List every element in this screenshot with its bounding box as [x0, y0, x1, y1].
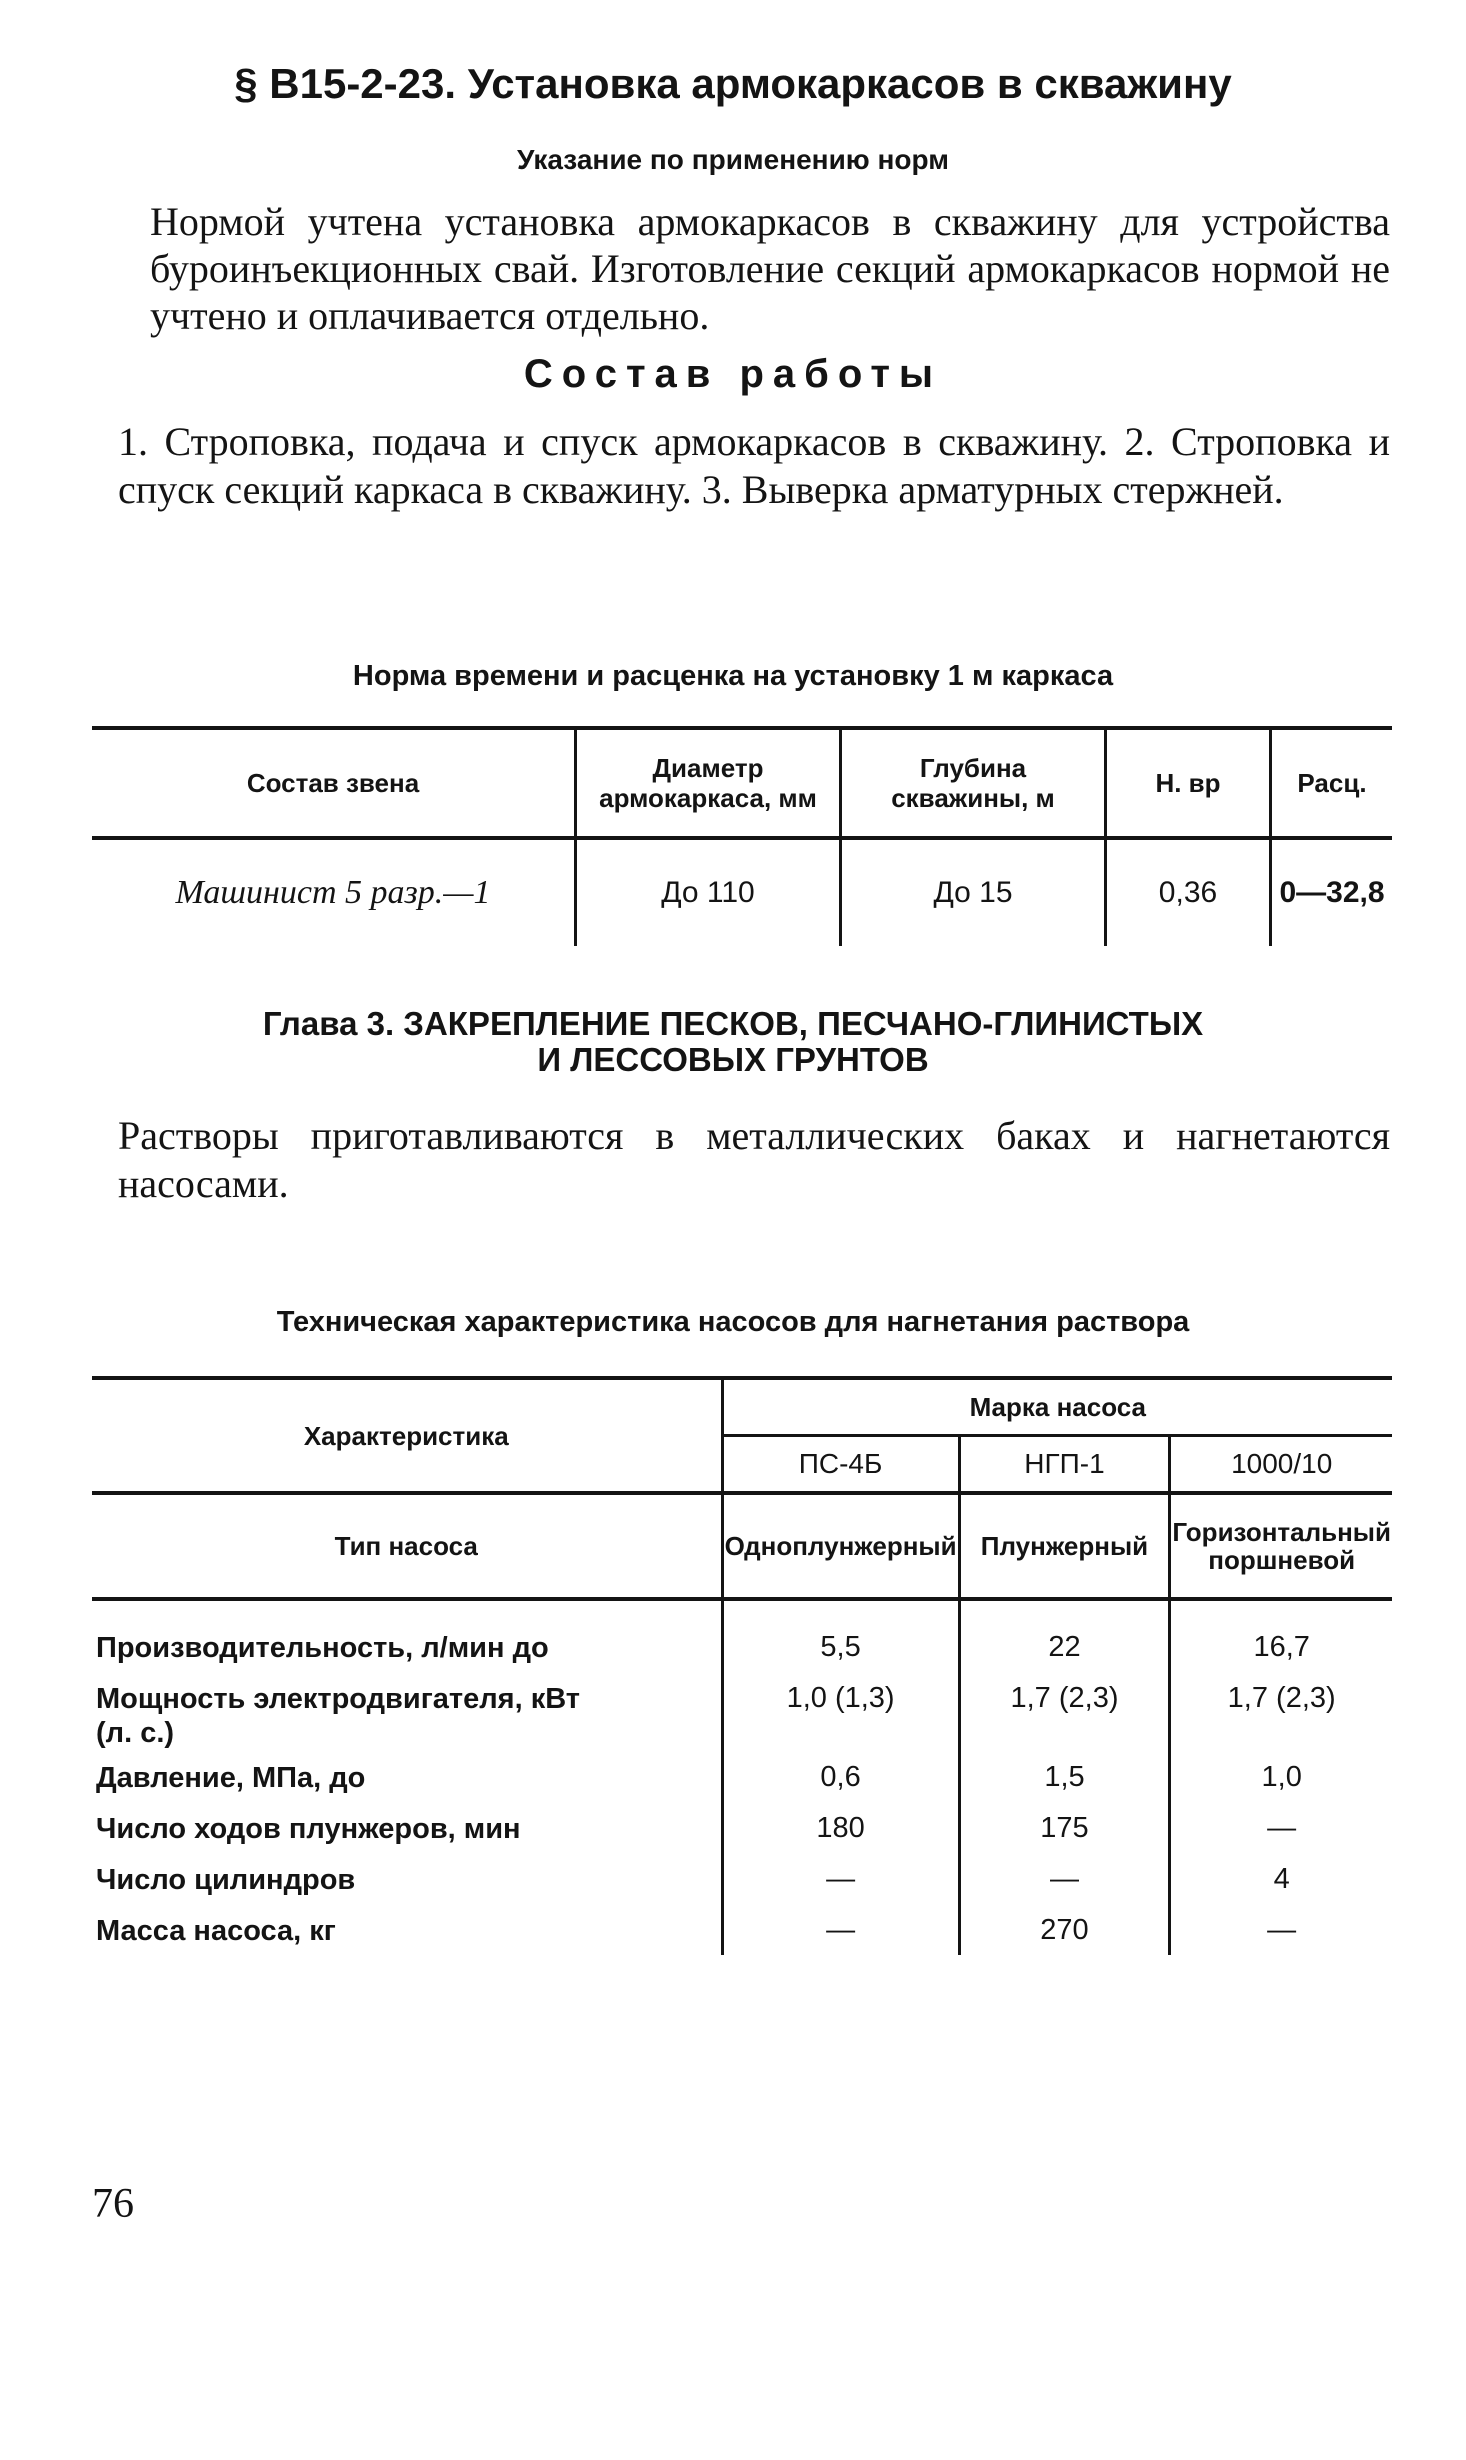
chapter-title-line-2: И ЛЕССОВЫХ ГРУНТОВ	[537, 1041, 929, 1078]
page-number: 76	[92, 2181, 134, 2227]
norm-table-caption: Норма времени и расценка на установку 1 м каркаса	[352, 660, 1114, 692]
norm-header-rate: Расц.	[1271, 728, 1393, 838]
tech-label-strokes: Число ходов плунжеров, мин	[96, 1813, 521, 1845]
norm-header-time: Н. вр	[1106, 728, 1271, 838]
tech-value: —	[722, 1904, 959, 1955]
tech-type-1: Одноплунжерный	[722, 1493, 959, 1599]
tech-value: 5,5	[722, 1599, 959, 1672]
usage-heading: Указание по применению норм	[517, 144, 949, 175]
norm-header-diameter: Диаметр армокаркаса, мм	[576, 728, 841, 838]
tech-row-cylinders	[92, 1853, 1392, 1904]
tech-brand-1: ПС-4Б	[722, 1436, 959, 1494]
tech-label-cylinders: Число цилиндров	[96, 1864, 356, 1896]
tech-type-row	[92, 1493, 1392, 1599]
norm-table-row	[92, 838, 1392, 946]
norm-cell-diameter: До 110	[576, 838, 841, 946]
work-heading: Состав работы	[523, 352, 943, 396]
tech-brand-3: 1000/10	[1170, 1436, 1392, 1494]
norm-cell-rate: 0—32,8	[1271, 838, 1393, 946]
tech-row-capacity	[92, 1599, 1392, 1672]
tech-table-caption: Техническая характеристика насосов для нагнетания раствора	[276, 1306, 1190, 1338]
work-paragraph: 1. Строповка, подача и спуск армокаркасов в скважину. 2. Строповка и спуск секций каркаса в скважину. 3. Выверка арматурных стержней.	[118, 419, 1390, 512]
tech-value: 270	[959, 1904, 1170, 1955]
tech-value: 22	[959, 1599, 1170, 1672]
chapter-paragraph: Растворы приготавливаются в металлических баках и нагнетаются насосами.	[118, 1113, 1390, 1206]
tech-value: —	[1170, 1904, 1392, 1955]
tech-value: 1,7 (2,3)	[1170, 1672, 1392, 1751]
tech-value: 1,0 (1,3)	[722, 1672, 959, 1751]
tech-value: —	[722, 1853, 959, 1904]
chapter-title	[0, 1006, 1466, 1078]
tech-type-2: Плунжерный	[959, 1493, 1170, 1599]
norm-cell-time: 0,36	[1106, 838, 1271, 946]
tech-header-row	[92, 1378, 1392, 1436]
tech-value: —	[1170, 1802, 1392, 1853]
tech-label-pressure: Давление, МПа, до	[96, 1762, 366, 1794]
tech-type-3: Горизонтальный поршневой	[1170, 1493, 1392, 1599]
usage-paragraph: Нормой учтена установка армокаркасов в скважину для устройства буроинъекционных свай. Изготовление секций армокаркасов нормой не учтено и оплачивается отдельно.	[150, 199, 1390, 338]
tech-row-pressure	[92, 1751, 1392, 1802]
norm-header-depth: Глубина скважины, м	[841, 728, 1106, 838]
tech-header-brand: Марка насоса	[722, 1378, 1392, 1436]
tech-label-power: Мощность электродвигателя, кВт (л. с.)	[96, 1683, 580, 1749]
tech-label-capacity: Производительность, л/мин до	[96, 1632, 549, 1664]
tech-row-power	[92, 1672, 1392, 1751]
norm-header-crew: Состав звена	[92, 728, 576, 838]
tech-value: 180	[722, 1802, 959, 1853]
norm-cell-depth: До 15	[841, 838, 1106, 946]
section-title: § В15-2-23. Установка армокаркасов в скважину	[234, 60, 1232, 107]
tech-header-characteristic: Характеристика	[92, 1378, 722, 1493]
tech-row-strokes	[92, 1802, 1392, 1853]
tech-value: 4	[1170, 1853, 1392, 1904]
tech-value: 16,7	[1170, 1599, 1392, 1672]
norm-table-header-row	[92, 728, 1392, 838]
norm-cell-crew: Машинист 5 разр.—1	[175, 874, 491, 911]
tech-value: 175	[959, 1802, 1170, 1853]
norm-table	[92, 726, 1392, 946]
tech-type-label: Тип насоса	[92, 1493, 722, 1599]
tech-label-mass: Масса насоса, кг	[96, 1915, 336, 1947]
tech-value: 1,5	[959, 1751, 1170, 1802]
tech-table	[92, 1376, 1392, 1955]
tech-brand-2: НГП-1	[959, 1436, 1170, 1494]
tech-value: 0,6	[722, 1751, 959, 1802]
tech-value: 1,7 (2,3)	[959, 1672, 1170, 1751]
chapter-title-line-1: Глава 3. ЗАКРЕПЛЕНИЕ ПЕСКОВ, ПЕСЧАНО-ГЛИНИСТЫХ	[262, 1005, 1204, 1042]
tech-value: 1,0	[1170, 1751, 1392, 1802]
tech-value: —	[959, 1853, 1170, 1904]
tech-row-mass	[92, 1904, 1392, 1955]
